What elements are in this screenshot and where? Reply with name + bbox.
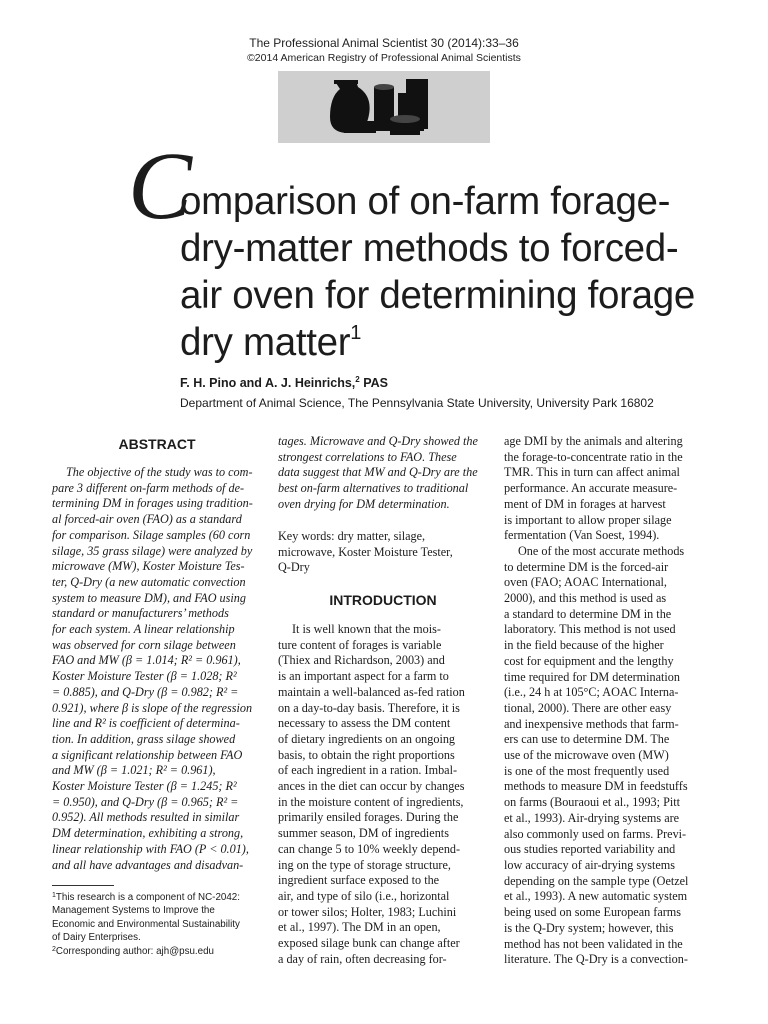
text-line: to determine DM is the forced-air — [504, 559, 669, 574]
text-line: low accuracy of air-drying systems — [504, 857, 675, 872]
text-line: system to measure DM), and FAO using — [52, 590, 246, 605]
text-line: 2000), and this method is used as — [504, 591, 667, 606]
introduction-heading: INTRODUCTION — [329, 592, 437, 608]
text-line: linear relationship with FAO (P < 0.01), — [52, 841, 249, 856]
text-line: exposed silage bunk can change after — [278, 936, 460, 951]
text-line: It is well known that the mois- — [292, 622, 441, 636]
text-line: fermentation (Van Soest, 1994). — [504, 528, 660, 543]
text-line: et al., 1997). The DM in an open, — [278, 920, 441, 935]
text-line: summer season, DM of ingredients — [278, 826, 449, 841]
introduction-continued — [504, 434, 714, 968]
footnote-line: of Dairy Enterprises. — [52, 932, 141, 944]
text-line: DM determination, exhibiting a strong, — [52, 826, 244, 841]
text-line: methods to measure DM in feedstuffs — [504, 779, 688, 794]
text-line: 0.952). All methods resulted in similar — [52, 810, 240, 825]
footnote-mark: 2 — [52, 945, 56, 953]
footnote-line: This research is a component of NC-2042: — [55, 892, 240, 903]
title-line-text: dry matter — [180, 321, 351, 364]
text-line: also commonly used on farms. Previ- — [504, 826, 687, 841]
text-line: age DMI by the animals and altering — [504, 434, 683, 448]
text-line: termining DM in forages using tradition- — [52, 496, 253, 511]
text-line: necessary to assess the DM content — [278, 716, 451, 731]
text-line: oven (FAO; AOAC International, — [504, 575, 667, 590]
text-line: ers can use to determine DM. The — [504, 732, 670, 747]
text-line: and all have advantages and disadvan- — [52, 857, 244, 872]
text-line: literature. The Q-Dry is a convection- — [504, 952, 688, 967]
text-line: method has not been validated in the — [504, 936, 683, 951]
text-line: Koster Moisture Tester (β = 1.028; R² — [52, 669, 237, 684]
keywords-text: dry matter, silage, — [334, 529, 426, 543]
author-footnote-mark: 2 — [355, 375, 360, 384]
footnote-line: Economic and Environmental Sustainability — [52, 918, 240, 930]
text-line: is important to allow proper silage — [504, 512, 672, 527]
text-line: FAO and MW (β = 1.014; R² = 0.961), — [52, 653, 241, 668]
abstract-body — [52, 465, 262, 873]
title-drop-cap: C — [128, 132, 193, 239]
text-line: for comparison. Silage samples (60 corn — [52, 527, 251, 542]
text-line: standard or manufacturers’ methods — [52, 606, 229, 621]
title-line — [180, 321, 361, 365]
footnote-2 — [52, 945, 262, 958]
text-line: microwave, Koster Moisture Tester, — [278, 544, 453, 559]
keywords — [278, 529, 488, 576]
text-line: = 0.950), and Q-Dry (β = 0.965; R² = — [52, 794, 239, 809]
text-line: microwave (MW), Koster Moisture Tes- — [52, 559, 245, 574]
text-line: of each ingredient in a ration. Imbal- — [278, 763, 458, 778]
keywords-label: Key words: — [278, 529, 335, 543]
text-line: cost for equipment and the lengthy — [504, 653, 674, 668]
author-list — [180, 376, 388, 390]
text-line: silage, 35 grass silage) were analyzed by — [52, 543, 253, 558]
text-line: on farms (Bouraoui et al., 1993; Pitt — [504, 795, 681, 810]
text-line: strongest correlations to FAO. These — [278, 449, 457, 464]
text-line: in the moisture content of ingredients, — [278, 794, 464, 809]
text-line: ances in the diet can occur by changes — [278, 779, 465, 794]
text-line: (Thiex and Richardson, 2003) and — [278, 653, 445, 668]
title-line: air oven for determining forage — [180, 274, 696, 317]
author-names: F. H. Pino and A. J. Heinrichs, — [180, 376, 356, 390]
text-line: is the Q-Dry system; however, this — [504, 920, 674, 935]
title-line: omparison of on-farm forage- — [180, 180, 671, 223]
title-footnote-mark: 1 — [350, 322, 362, 344]
text-line: on a day-to-day basis. Therefore, it is — [278, 700, 460, 715]
text-line: = 0.885), and Q-Dry (β = 0.982; R² = — [52, 684, 239, 699]
text-line: can change 5 to 10% weekly depend- — [278, 841, 461, 856]
text-line: Koster Moisture Tester (β = 1.245; R² — [52, 779, 237, 794]
text-line: primarily ensiled forages. During the — [278, 810, 459, 825]
copyright-notice: ©2014 American Registry of Professional Animal Scientists — [247, 52, 521, 64]
journal-citation: The Professional Animal Scientist 30 (2014):33–36 — [249, 36, 519, 50]
text-line: a significant relationship between FAO — [52, 747, 243, 762]
text-line: was observed for corn silage between — [52, 637, 236, 652]
corresponding-author: Corresponding author: ajh@psu.edu — [55, 945, 214, 957]
text-line: and MW (β = 1.021; R² = 0.961), — [52, 763, 216, 778]
text-line: ture content of forages is variable — [278, 637, 442, 652]
text-line: depending on the sample type (Oetzel — [504, 873, 689, 888]
text-line: is an important aspect for a farm to — [278, 669, 449, 684]
text-line: (i.e., 24 h at 105°C; AOAC Interna- — [504, 685, 679, 700]
text-line: use of the microwave oven (MW) — [504, 748, 669, 763]
footnotes — [52, 891, 262, 958]
text-line: pare 3 different on-farm methods of de- — [52, 480, 245, 495]
text-line: is one of the most frequently used — [504, 763, 670, 778]
text-line: being used on some European farms — [504, 905, 682, 920]
text-line: performance. An accurate measure- — [504, 481, 678, 496]
text-line: ingredient surface exposed to the — [278, 873, 440, 888]
text-line: a standard to determine DM in the — [504, 606, 672, 621]
text-line: The objective of the study was to com- — [66, 465, 253, 479]
text-line: tion. In addition, grass silage showed — [52, 731, 236, 746]
title-line: dry-matter methods to forced- — [180, 227, 679, 270]
journal-logo — [278, 71, 490, 143]
text-line: in the field because of the higher — [504, 638, 664, 653]
text-line: tages. Microwave and Q-Dry showed the — [278, 434, 478, 448]
text-line: ment of DM in forages at harvest — [504, 496, 666, 511]
text-line: ing on the type of storage structure, — [278, 857, 451, 872]
text-line: al forced-air oven (FAO) as a standard — [52, 512, 242, 527]
author-suffix: PAS — [359, 376, 388, 390]
text-line: for each system. A linear relationship — [52, 622, 235, 637]
footnote-mark: 1 — [52, 892, 56, 899]
text-line: ter, Q-Dry (a new automatic convection — [52, 574, 246, 589]
text-line: air, and type of silo (i.e., horizontal — [278, 888, 450, 903]
text-line: TMR. This in turn can affect animal — [504, 465, 680, 480]
text-line: Q-Dry — [278, 560, 310, 575]
footnote-divider — [52, 885, 114, 886]
feed-containers-icon — [278, 71, 490, 143]
footnote-1 — [52, 891, 262, 904]
text-line: of dietary ingredients on an ongoing — [278, 731, 456, 746]
text-line: time required for DM determination — [504, 669, 680, 684]
text-line: a day of rain, often decreasing for- — [278, 951, 447, 966]
text-line: the forage-to-concentrate ratio in the — [504, 449, 683, 464]
text-line: et al., 1993). A new automatic system — [504, 889, 688, 904]
text-line: 0.921), where β is slope of the regression — [52, 700, 253, 715]
text-line: laboratory. This method is not used — [504, 622, 676, 637]
introduction-body — [278, 622, 488, 967]
text-line: tional, 2000). There are other easy — [504, 700, 672, 715]
text-line: maintain a well-balanced as-fed ration — [278, 684, 465, 699]
footnote-line: Management Systems to Improve the — [52, 905, 215, 917]
text-line: and inexpensive methods that farm- — [504, 716, 679, 731]
text-line: or tower silos; Holter, 1983; Luchini — [278, 904, 457, 919]
text-line: et al., 1993). Air-drying systems are — [504, 810, 680, 825]
abstract-continued — [278, 434, 488, 513]
text-line: ous studies reported variability and — [504, 842, 676, 857]
text-line: oven drying for DM determination. — [278, 496, 450, 511]
text-line: basis, to obtain the right proportions — [278, 747, 455, 762]
affiliation: Department of Animal Science, The Pennsylvania State University, University Park 16802 — [180, 396, 654, 410]
text-line: data suggest that MW and Q-Dry are the — [278, 465, 478, 480]
text-line: line and R² is coefficient of determina- — [52, 716, 240, 731]
text-line: One of the most accurate methods — [518, 543, 685, 558]
text-line: best on-farm alternatives to traditional — [278, 481, 469, 496]
abstract-heading: ABSTRACT — [118, 436, 196, 452]
